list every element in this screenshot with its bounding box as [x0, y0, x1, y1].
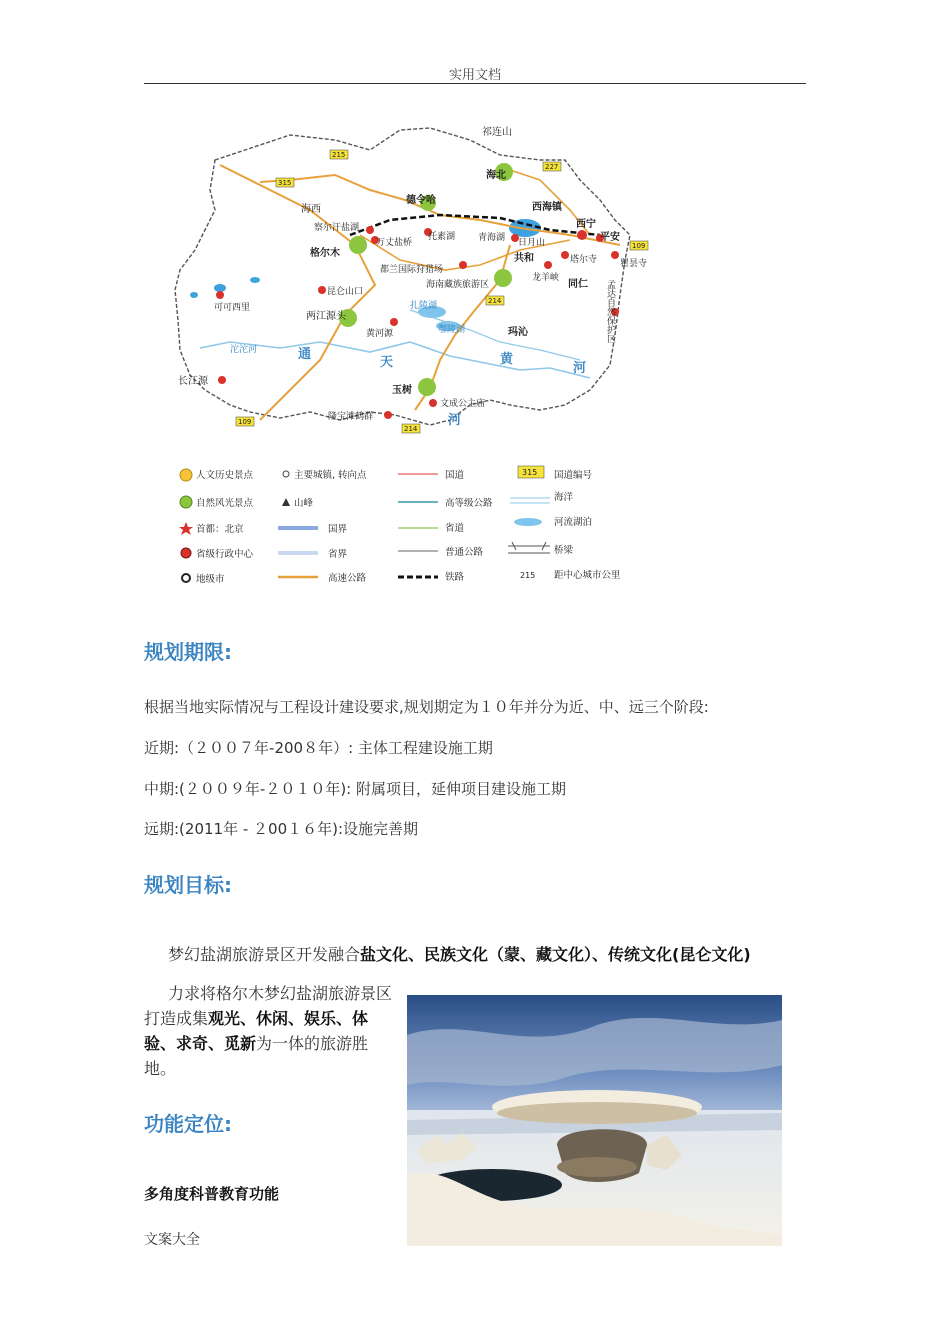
- map-label: 海北: [486, 170, 506, 181]
- dot-huangheyuan: [390, 318, 398, 326]
- legend-label: 高速公路: [328, 573, 367, 584]
- map-label: 玛沁: [508, 327, 528, 338]
- map-svg: [170, 120, 648, 590]
- heading-planning-goal: 规划目标:: [144, 873, 232, 897]
- map-label: 西宁: [576, 219, 596, 230]
- dot-kekexili: [216, 291, 224, 299]
- legend-label: 山峰: [294, 498, 314, 509]
- map-label: 瞿昙寺: [620, 259, 648, 269]
- legend-label: 普通公路: [445, 547, 484, 558]
- map-label: 托素湖: [428, 232, 456, 242]
- legend-label: 国道: [445, 470, 465, 481]
- river-lake-icon: [514, 518, 542, 526]
- legend-label: 铁路: [445, 572, 465, 583]
- map-label: 察尔汗盐湖: [314, 223, 360, 233]
- page-footer: 文案大全: [144, 1232, 200, 1248]
- tourist-map: [170, 120, 648, 590]
- goal-line: [168, 942, 751, 965]
- legend-label: 省界: [328, 549, 348, 560]
- legend-town-icon: [283, 471, 289, 477]
- dot-xining: [577, 230, 587, 240]
- legend-nature-icon: [180, 496, 192, 508]
- dot-wencheng: [429, 399, 437, 407]
- heading-planning-period: 规划期限:: [144, 640, 232, 664]
- planning-mid-term: 中期:(２００９年-２０１０年): 附属项目，延伸项目建设施工期: [144, 780, 566, 798]
- salt-lake-photo: [407, 995, 782, 1246]
- legend-label: 首都：北京: [196, 524, 244, 535]
- map-label: 沱沱河: [230, 345, 258, 355]
- scenic-yushu: [418, 378, 436, 396]
- map-label: 文成公主庙: [440, 399, 486, 409]
- road-badge: 109: [632, 242, 646, 250]
- planning-intro: 根据当地实际情况与工程设计建设要求,规划期定为１０年并分为近、中、远三个阶段:: [144, 698, 709, 716]
- goal-text: 梦幻盐湖旅游景区开发融合: [168, 945, 361, 964]
- legend-label: 国界: [328, 524, 348, 535]
- road-badge: 214: [404, 425, 418, 433]
- legend-label: 自然风光景点: [196, 498, 254, 509]
- map-label: 都兰国际狩猎场: [380, 265, 444, 275]
- region-label: 河: [573, 361, 587, 376]
- map-label: 两江源头: [306, 311, 346, 322]
- dot-dulan: [459, 261, 467, 269]
- dot-qarhan: [366, 226, 374, 234]
- dot-qutan: [611, 251, 619, 259]
- legend-label: 海洋: [554, 492, 574, 503]
- planning-long-term: 远期:(2011年 - ２00１６年):设施完善期: [144, 820, 419, 838]
- map-label: 共和: [514, 253, 534, 264]
- legend-label: 人文历史景点: [196, 470, 254, 481]
- region-label: 黄: [500, 352, 514, 367]
- legend-label: 地级市: [196, 574, 225, 585]
- scenic-hainan: [494, 269, 512, 287]
- dot-longbao: [384, 411, 392, 419]
- function-subheading: 多角度科普教育功能: [144, 1185, 280, 1203]
- road-badge: 227: [545, 163, 559, 171]
- heading-function: 功能定位:: [144, 1112, 232, 1136]
- legend-label: 桥梁: [554, 545, 574, 556]
- river-main: [200, 342, 590, 378]
- goal-bold-text: 盐文化、民族文化（蒙、藏文化）、传统文化(昆仑文化): [360, 945, 751, 964]
- dot-changjiang: [218, 376, 226, 384]
- map-label: 鄂陵湖: [438, 325, 466, 335]
- road-badge: 215: [332, 151, 346, 159]
- map-label: 龙羊峡: [532, 273, 560, 283]
- map-label: 西海镇: [532, 202, 562, 213]
- planning-near-term: 近期:（２００７年-200８年）: 主体工程建设施工期: [144, 739, 493, 757]
- provincial-capital-icon: [181, 548, 191, 558]
- legend-label: 高等级公路: [445, 498, 493, 509]
- legend-label: 河流湖泊: [554, 517, 593, 528]
- road-badge: 315: [278, 179, 292, 187]
- prefecture-city-icon: [182, 574, 190, 582]
- star-icon: [179, 522, 193, 535]
- goal-paragraph-a: 力求将格尔木梦幻盐湖旅游景区打造成集: [144, 984, 393, 1028]
- dot-longyang: [544, 261, 552, 269]
- map-label: 德令哈: [406, 195, 436, 206]
- region-label: 通: [298, 347, 312, 362]
- map-label: 祁连山: [482, 127, 512, 138]
- map-label: 同仁: [568, 279, 588, 290]
- map-legend: [179, 466, 621, 585]
- header-rule: [144, 83, 806, 84]
- goal-paragraph-c: 为一体的旅游胜地。: [144, 1034, 369, 1078]
- lake-small-1: [214, 284, 226, 292]
- goal-paragraph-bold: 观光、休闲、娱乐、体验、求奇、觅新: [144, 1009, 369, 1053]
- map-label: 日月山: [518, 238, 546, 248]
- map-label: 隆宝滩鹤群: [328, 412, 374, 422]
- legend-label: 距中心城市公里: [554, 570, 621, 581]
- lake-small-2: [250, 277, 260, 283]
- goal-paragraph: [144, 981, 392, 1081]
- map-label: 海南藏族旅游区: [426, 280, 490, 290]
- legend-label: 省级行政中心: [196, 549, 254, 560]
- map-label: 长江源: [178, 376, 208, 387]
- map-label: 扎陵湖: [410, 301, 438, 311]
- legend-label: 主要城镇, 转向点: [294, 470, 367, 481]
- map-label: 格尔木: [310, 248, 340, 259]
- legend-label: 省道: [445, 523, 465, 534]
- legend-badge-text: 315: [522, 468, 538, 477]
- railway: [350, 215, 600, 235]
- region-label: 河: [448, 413, 462, 428]
- legend-heritage-icon: [180, 469, 192, 481]
- map-label-vertical: 孟达自然保护区: [605, 280, 615, 343]
- map-label: 塔尔寺: [570, 255, 598, 265]
- page-header: 实用文档: [448, 68, 501, 83]
- dot-taer: [561, 251, 569, 259]
- map-label: 万丈盐桥: [376, 238, 413, 248]
- legend-label: 国道编号: [554, 470, 593, 481]
- lake-small-3: [190, 292, 198, 298]
- province-border: [175, 128, 630, 425]
- scenic-golmud: [349, 236, 367, 254]
- map-label: 海西: [301, 204, 321, 215]
- map-label: 黄河源: [366, 329, 394, 339]
- region-label: 天: [380, 355, 394, 370]
- mountain-icon: [282, 498, 290, 506]
- legend-badge-text: 215: [520, 571, 536, 580]
- map-label: 可可西里: [214, 303, 251, 313]
- dot-kunlun: [318, 286, 326, 294]
- road-badge: 109: [238, 418, 252, 426]
- bridge-icon: [508, 542, 550, 553]
- map-label: 玉树: [392, 385, 412, 396]
- map-label: 平安: [600, 232, 620, 243]
- map-label: 昆仑山口: [327, 287, 364, 297]
- map-label: 青海湖: [478, 233, 506, 243]
- road-badge: 214: [488, 297, 502, 305]
